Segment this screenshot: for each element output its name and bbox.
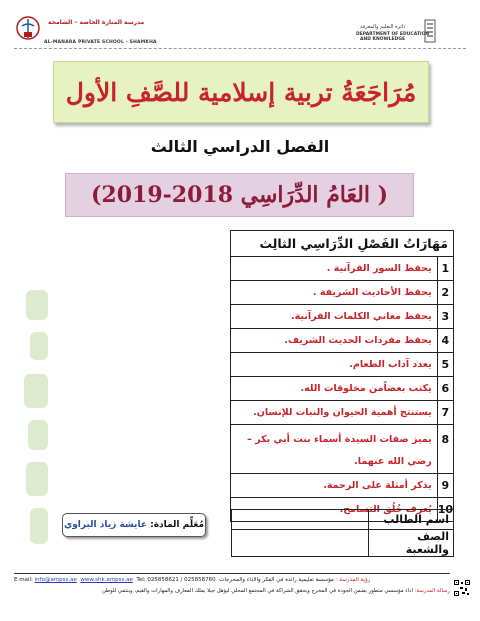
- skill-number: 9: [437, 474, 453, 498]
- teacher-label: مُعَلِّم المادة:: [150, 520, 205, 530]
- skill-text: يحفظ مفردات الحديث الشريف.: [231, 329, 438, 353]
- academic-year-banner: [65, 173, 414, 217]
- skill-row: [231, 353, 454, 377]
- department-name-arabic: دائرة التعليم والمعرفة: [360, 24, 406, 30]
- footer-email-link[interactable]: info@ampss.ae: [34, 577, 77, 583]
- skill-text: يعدد آداب الطعام.: [231, 353, 438, 377]
- skill-number: 1: [437, 257, 453, 281]
- footer-tel: Tel: 025858621 / 025858760: [136, 577, 216, 583]
- student-info-table: [231, 509, 454, 557]
- footer-vision: مؤسسة تعليمية رائدة في الفكر والأداء والمخرجات: [219, 577, 334, 583]
- teacher-box: [62, 513, 206, 537]
- footer-vision-label: رؤية المدرسة :: [335, 577, 371, 583]
- skill-number: 7: [437, 401, 453, 425]
- skill-number: 8: [437, 425, 453, 474]
- term-heading: الفصل الدراسي الثالث: [150, 137, 330, 156]
- student-class-field[interactable]: [232, 530, 369, 557]
- skill-row: [231, 377, 454, 401]
- academic-year: ( العَامُ الدِّرَاسِي 2018-2019): [90, 182, 389, 208]
- department-name-english-2: AND KNOWLEDGE: [360, 37, 406, 42]
- student-name-label: اسم الطالب: [369, 510, 454, 530]
- skill-number: 4: [437, 329, 453, 353]
- student-class-label: الصف والشعبة: [369, 530, 454, 557]
- skill-number: 5: [437, 353, 453, 377]
- skill-row: [231, 281, 454, 305]
- department-logo-icon: [423, 18, 437, 44]
- skill-text: يحفظ السور القرآنية .: [231, 257, 438, 281]
- footer-mission-label: رسالة المدرسة:: [414, 588, 450, 594]
- page-title: مُرَاجَعَةُ تربية إسلامية للصَّفِ الأول: [65, 77, 417, 107]
- skill-row: [231, 425, 454, 474]
- skills-table-header-row: [231, 231, 454, 257]
- skill-text: يكتب بعضاًمن مخلوقات الله.: [231, 377, 438, 401]
- skill-row: [231, 474, 454, 498]
- skill-row: [231, 401, 454, 425]
- school-name-arabic: مدرسة المنارة الخاصة – الشامخة: [48, 19, 145, 26]
- skill-number: 6: [437, 377, 453, 401]
- skill-row: [231, 305, 454, 329]
- skill-text: يحفظ معاني الكلمات القرآنية.: [231, 305, 438, 329]
- footer-mission-line: [14, 588, 450, 594]
- header-divider: [14, 48, 466, 49]
- teacher-name: عايشة زياد البراوي: [63, 520, 147, 530]
- skills-table: [230, 230, 454, 522]
- skill-row: [231, 257, 454, 281]
- skill-text: يميز صفات السيدة أسماء بنت أبي بكر – رضي الله عنهما.: [231, 425, 438, 474]
- skill-row: [231, 329, 454, 353]
- skill-number: 3: [437, 305, 453, 329]
- student-class-row: [232, 530, 454, 557]
- skill-number: 2: [437, 281, 453, 305]
- student-name-row: [232, 510, 454, 530]
- skill-text: يحفظ الأحاديث الشريفة .: [231, 281, 438, 305]
- skills-heading: مَهَارَاتُ الفَصْلِ الدِّرَاسِي الثالِث: [231, 231, 454, 257]
- skill-text: يُعرف خُلُق التسامح.: [231, 498, 438, 522]
- skill-number: 10: [437, 498, 453, 522]
- student-name-field[interactable]: [232, 510, 369, 530]
- qr-code-icon: [454, 580, 470, 596]
- skill-text: يستنتج أهمية الحيوان والنبات للإنسان.: [231, 401, 438, 425]
- footer-contact-line: [14, 577, 450, 583]
- skill-text: يذكر أمثلة على الرحمة.: [231, 474, 438, 498]
- department-name-english-1: DEPARTMENT OF EDUCATION: [356, 32, 430, 37]
- decorative-watermark: [20, 290, 56, 550]
- footer-website-link[interactable]: www.shk.ampss.ae: [80, 577, 133, 583]
- title-banner: [53, 61, 429, 123]
- school-logo-icon: [15, 14, 41, 44]
- footer-mission: أداء مؤسسي متطور يضمن الجودة في المخرج ويحقق الشراكة في المجتمع المحلي ليؤهل جيلاً يملك المعارف والمهارات والقيم، وينتمي للوطن: [101, 588, 414, 594]
- footer-email-label: E mail:: [14, 577, 33, 583]
- school-name-english: AL-MANARA PRIVATE SCHOOL - SHAMKHA: [44, 40, 157, 45]
- footer-divider: [14, 573, 450, 574]
